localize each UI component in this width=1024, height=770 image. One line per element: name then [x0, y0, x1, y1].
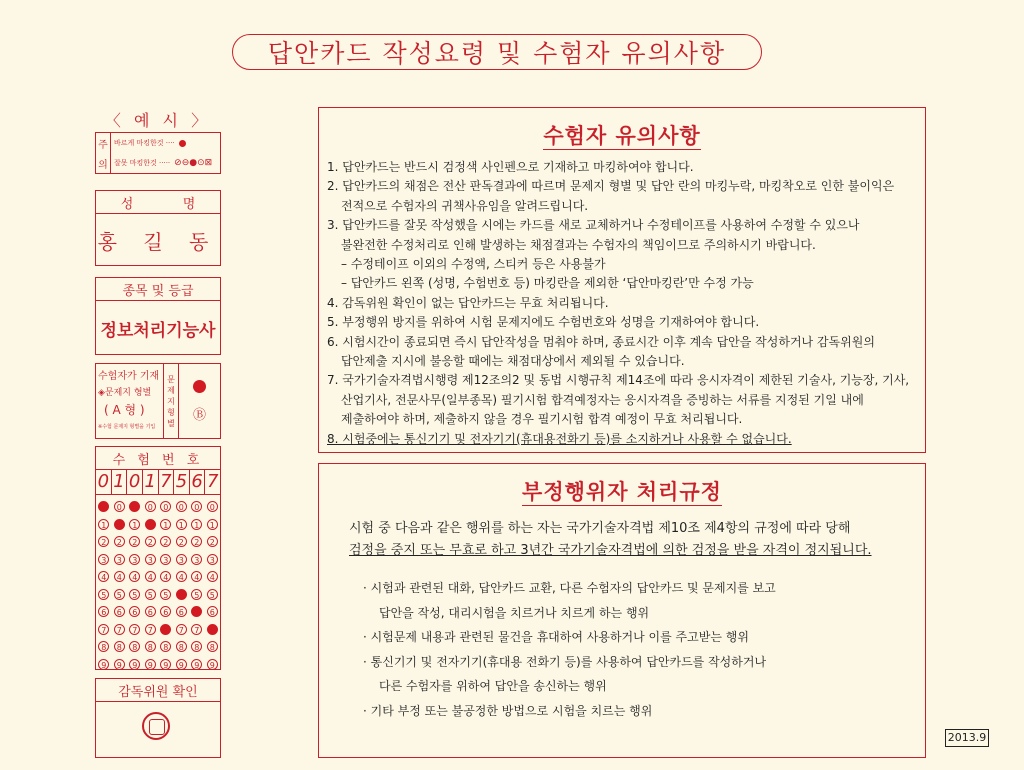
- answer-bubble[interactable]: 5: [98, 589, 109, 600]
- bubble-row: [96, 516, 220, 534]
- penalty-intro: 검정을 중지 또는 무효로 하고 3년간 국가기술자격법에 의한 검정을 받을 자격이 정지됩니다.: [349, 543, 872, 558]
- example-correct-row: 바르게 마킹한것 ····: [114, 138, 220, 148]
- penalty-box: [318, 463, 926, 758]
- answer-bubble[interactable]: [98, 501, 109, 512]
- notice-item: 전적으로 수험자의 귀책사유임을 알려드립니다.: [341, 198, 589, 213]
- answer-bubble[interactable]: 1: [129, 519, 140, 530]
- print-date: 2013.9: [945, 729, 989, 747]
- answer-bubble[interactable]: [145, 519, 156, 530]
- answer-bubble[interactable]: 7: [145, 624, 156, 635]
- answer-bubble[interactable]: 3: [98, 554, 109, 565]
- notice-item: 답안제출 지시에 불응할 때에는 채점대상에서 제외될 수 있습니다.: [341, 354, 685, 369]
- answer-bubble[interactable]: 7: [129, 624, 140, 635]
- answer-bubble[interactable]: 6: [114, 606, 125, 617]
- answer-bubble[interactable]: [191, 606, 202, 617]
- answer-bubble[interactable]: 3: [191, 554, 202, 565]
- answer-bubble[interactable]: 2: [176, 536, 187, 547]
- answer-bubble[interactable]: 9: [114, 659, 125, 670]
- subject-box: [95, 277, 221, 355]
- answer-bubble[interactable]: 9: [160, 659, 171, 670]
- subject-header: 종목 및 등급: [96, 278, 220, 301]
- answer-bubble[interactable]: 5: [129, 589, 140, 600]
- answer-bubble[interactable]: 1: [207, 519, 218, 530]
- name-box: [95, 190, 221, 266]
- answer-bubble[interactable]: 2: [129, 536, 140, 547]
- answer-bubble[interactable]: 1: [98, 519, 109, 530]
- answer-bubble[interactable]: 0: [160, 501, 171, 512]
- notice-item: 1. 답안카드는 반드시 검정색 사인펜으로 기재하고 마킹하여야 합니다.: [327, 160, 694, 174]
- answer-bubble[interactable]: 4: [129, 571, 140, 582]
- subject-value[interactable]: 정보처리기능사: [100, 320, 216, 341]
- notice-item: 4. 감독위원 확인이 없는 답안카드는 무효 처리됩니다.: [327, 295, 609, 310]
- notice-item: 산업기사, 전문사무(일부종목) 필기시험 합격예정자는 응시자격을 증빙하는 서류를 지정된 기일 내에: [341, 392, 864, 407]
- answer-bubble[interactable]: [160, 624, 171, 635]
- answer-bubble[interactable]: 0: [191, 501, 202, 512]
- answer-bubble[interactable]: 0: [114, 501, 125, 512]
- answer-bubble[interactable]: 6: [160, 606, 171, 617]
- bubble-row: [96, 551, 220, 569]
- answer-bubble[interactable]: 5: [114, 589, 125, 600]
- notice-list: [327, 158, 925, 449]
- notice-box: [318, 107, 926, 453]
- answer-bubble[interactable]: 4: [114, 571, 125, 582]
- answer-bubble[interactable]: 1: [176, 519, 187, 530]
- notice-item: 제출하여야 하며, 제출하지 않을 경우 필기시험 합격 예정이 무효 처리됩니다.: [341, 412, 743, 427]
- notice-item: – 수정테이프 이외의 수정액, 스티커 등은 사용불가: [341, 257, 606, 272]
- notice-item: 8. 시험중에는 통신기기 및 전자기기(휴대용전화기 등)를 소지하거나 사용할 수 없습니다.: [327, 431, 792, 446]
- answer-bubble[interactable]: 8: [160, 641, 171, 652]
- supervisor-box: [95, 678, 221, 758]
- notice-title: 수험자 유의사항: [543, 124, 701, 148]
- exam-type-value: ( A 형 ): [104, 403, 145, 417]
- answer-bubble[interactable]: 6: [129, 606, 140, 617]
- penalty-title: 부정행위자 처리규정: [522, 480, 722, 504]
- answer-bubble[interactable]: 5: [207, 589, 218, 600]
- penalty-item: · 통신기기 및 전자기기(휴대용 전화기 등)를 사용하여 답안카드를 작성하거나: [363, 654, 767, 669]
- answer-bubble[interactable]: 3: [129, 554, 140, 565]
- penalty-item: 답안을 작성, 대리시험을 치르거나 치르게 하는 행위: [379, 605, 650, 620]
- answer-bubble[interactable]: 1: [160, 519, 171, 530]
- example-box: [95, 132, 221, 174]
- answer-bubble[interactable]: [129, 501, 140, 512]
- answer-bubble[interactable]: 8: [129, 641, 140, 652]
- exam-type-line1: 수험자가 기재: [98, 371, 160, 382]
- answer-bubble[interactable]: 4: [145, 571, 156, 582]
- bubble-row: [96, 498, 220, 516]
- answer-bubble[interactable]: 8: [98, 641, 109, 652]
- exam-number-bubble-grid: [96, 495, 220, 673]
- answer-bubble[interactable]: 6: [207, 606, 218, 617]
- answer-bubble[interactable]: 2: [145, 536, 156, 547]
- answer-bubble[interactable]: 9: [207, 659, 218, 670]
- answer-bubble[interactable]: 9: [98, 659, 109, 670]
- seal-stamp-icon: [142, 712, 170, 740]
- notice-item: 5. 부정행위 방지를 위하여 시험 문제지에도 수험번호와 성명을 기재하여야 합니다.: [327, 315, 760, 330]
- answer-bubble[interactable]: 7: [176, 624, 187, 635]
- notice-item: 3. 답안카드를 잘못 작성했을 시에는 카드를 새로 교체하거나 수정테이프를 사용하여 수정할 수 있으나: [327, 218, 860, 233]
- answer-bubble[interactable]: 6: [98, 606, 109, 617]
- bubble-row: [96, 638, 220, 656]
- exam-type-line2: ◈문제지 형별: [98, 388, 152, 398]
- wrong-marks-icon: ⊘⊖●⊙⊠: [174, 158, 213, 168]
- penalty-item: 다른 수험자를 위하여 답안을 송신하는 행위: [379, 679, 607, 693]
- answer-bubble[interactable]: 8: [207, 641, 218, 652]
- penalty-item: · 시험과 관련된 대화, 답안카드 교환, 다른 수험자의 답안카드 및 문제지를 보고: [363, 581, 776, 595]
- answer-bubble[interactable]: 1: [191, 519, 202, 530]
- answer-bubble[interactable]: 2: [114, 536, 125, 547]
- answer-bubble[interactable]: 2: [160, 536, 171, 547]
- answer-bubble[interactable]: 4: [176, 571, 187, 582]
- answer-bubble[interactable]: 8: [176, 641, 187, 652]
- answer-bubble[interactable]: 6: [145, 606, 156, 617]
- answer-bubble[interactable]: [207, 624, 218, 635]
- answer-bubble[interactable]: 7: [191, 624, 202, 635]
- answer-bubble[interactable]: 2: [191, 536, 202, 547]
- answer-bubble[interactable]: 8: [114, 641, 125, 652]
- exam-number-digits: 0 1 0 1 7 5 6 7: [96, 470, 220, 495]
- name-header: 성 명: [96, 191, 220, 214]
- bubble-row: [96, 568, 220, 586]
- penalty-item: · 시험문제 내용과 관련된 물건을 휴대하여 사용하거나 이를 주고받는 행위: [363, 630, 749, 644]
- answer-bubble[interactable]: 8: [191, 641, 202, 652]
- answer-bubble[interactable]: 3: [176, 554, 187, 565]
- bubble-row: [96, 656, 220, 674]
- answer-bubble[interactable]: 3: [114, 554, 125, 565]
- answer-bubble[interactable]: 8: [145, 641, 156, 652]
- penalty-item: · 기타 부정 또는 불공정한 방법으로 시험을 치르는 행위: [363, 703, 653, 718]
- answer-bubble[interactable]: 5: [160, 589, 171, 600]
- type-b-bubble[interactable]: Ⓑ: [192, 407, 206, 423]
- answer-bubble[interactable]: 6: [176, 606, 187, 617]
- exam-number-box: [95, 446, 221, 670]
- answer-bubble[interactable]: 5: [191, 589, 202, 600]
- answer-bubble[interactable]: 2: [207, 536, 218, 547]
- answer-bubble[interactable]: 3: [145, 554, 156, 565]
- exam-type-box: [95, 363, 221, 439]
- answer-bubble[interactable]: 9: [129, 659, 140, 670]
- notice-item: 불완전한 수정처리로 인해 발생하는 채점결과는 수험자의 책임이므로 주의하시기 바랍니다.: [341, 237, 816, 252]
- exam-type-side-label: 문 제 지 형 별: [164, 364, 179, 438]
- answer-bubble[interactable]: 4: [160, 571, 171, 582]
- notice-item: 7. 국가기술자격법시행령 제12조의2 및 동법 시행규칙 제14조에 따라 응시자격이 제한된 기술사, 기능장, 기사,: [327, 373, 910, 388]
- exam-number-header: 수 험 번 호: [96, 447, 220, 470]
- answer-bubble[interactable]: 4: [207, 571, 218, 582]
- notice-item: 6. 시험시간이 종료되면 즉시 답안작성을 멈춰야 하며, 종료시간 이후 계속 답안을 작성하거나 감독위원의: [327, 334, 875, 349]
- page-title: 답안카드 작성요령 및 수험자 유의사항: [232, 34, 762, 70]
- answer-bubble[interactable]: 3: [160, 554, 171, 565]
- bubble-row: [96, 533, 220, 551]
- type-a-bubble[interactable]: [193, 380, 206, 393]
- answer-bubble[interactable]: 4: [191, 571, 202, 582]
- answer-bubble[interactable]: 0: [207, 501, 218, 512]
- example-side-label: 주 의: [96, 133, 111, 173]
- penalty-intro: 시험 중 다음과 같은 행위를 하는 자는 국가기술자격법 제10조 제4항의 규정에 따라 당해: [349, 521, 851, 536]
- supervisor-header: 감독위원 확인: [96, 679, 220, 702]
- example-title: 〈 예 시 〉: [104, 111, 212, 130]
- answer-bubble[interactable]: 7: [98, 624, 109, 635]
- answer-bubble[interactable]: 0: [145, 501, 156, 512]
- bubble-row: [96, 621, 220, 639]
- exam-type-note: ※수험 문제지 형별을 기입: [98, 424, 156, 430]
- answer-bubble[interactable]: 7: [114, 624, 125, 635]
- bubble-row: [96, 603, 220, 621]
- answer-bubble[interactable]: 9: [191, 659, 202, 670]
- answer-bubble[interactable]: [114, 519, 125, 530]
- answer-bubble[interactable]: 9: [145, 659, 156, 670]
- answer-bubble[interactable]: 9: [176, 659, 187, 670]
- example-wrong-row: 잘못 마킹한것 ····· ⊘⊖●⊙⊠: [114, 158, 213, 168]
- answer-bubble[interactable]: 4: [98, 571, 109, 582]
- answer-bubble[interactable]: 0: [176, 501, 187, 512]
- answer-bubble[interactable]: [176, 589, 187, 600]
- notice-item: 2. 답안카드의 채점은 전산 판독결과에 따르며 문제지 형별 및 답안 란의 마킹누락, 마킹착오로 인한 불이익은: [327, 179, 895, 194]
- answer-bubble[interactable]: 2: [98, 536, 109, 547]
- penalty-list: [363, 576, 925, 723]
- name-value[interactable]: 홍 길 동: [97, 229, 219, 254]
- notice-item: – 답안카드 왼쪽 (성명, 수험번호 등) 마킹란을 제외한 ‘답안마킹란’만 수정 가능: [341, 276, 754, 291]
- filled-bubble-icon: [179, 140, 186, 147]
- answer-bubble[interactable]: 5: [145, 589, 156, 600]
- bubble-row: [96, 586, 220, 604]
- answer-bubble[interactable]: 3: [207, 554, 218, 565]
